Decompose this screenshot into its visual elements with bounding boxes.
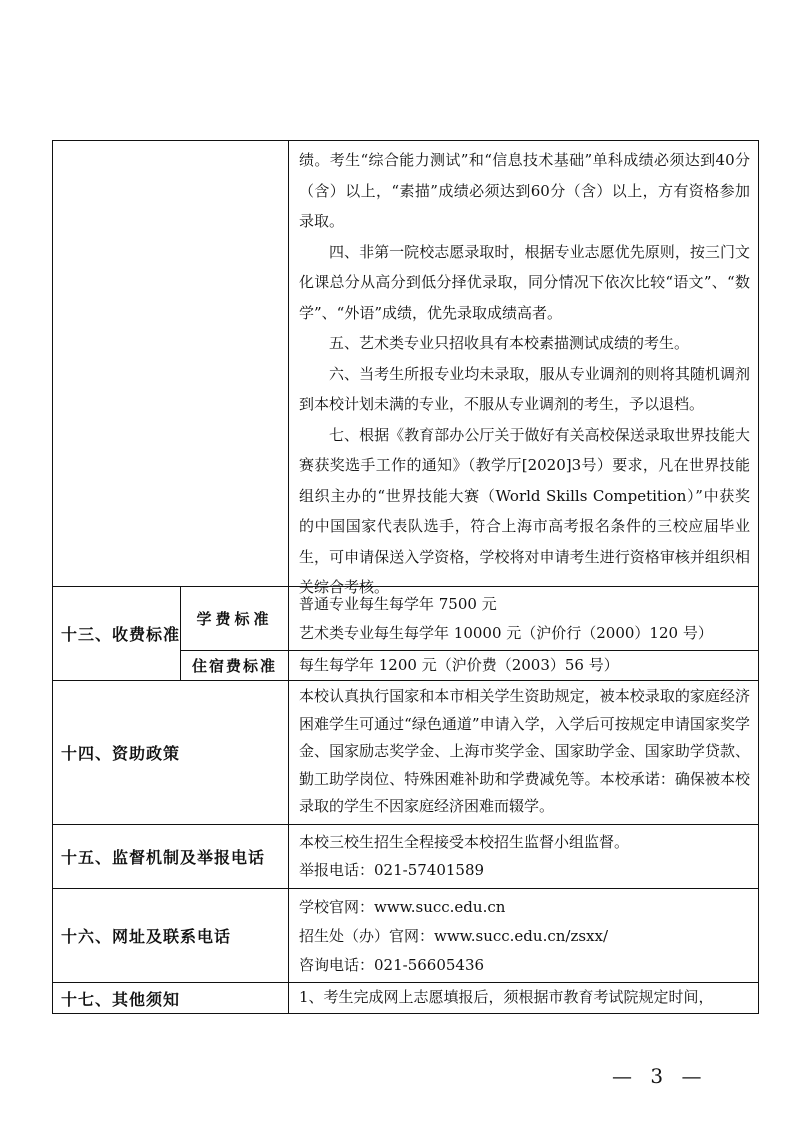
section-15-label: 十五、监督机制及举报电话 (53, 825, 289, 888)
paragraph: 本校认真执行国家和本市相关学生资助规定，被本校录取的家庭经济困难学生可通过“绿色通道”申请入学，入学后可按规定申请国家奖学金、国家励志奖学金、上海市奖学金、国家助学金、国家助学贷款、勤工助学岗位、特殊困难补助和学费减免等。本校承诺：确保被本校录取的学生不因家庭经济困难而辍学。 (299, 687, 750, 815)
tuition-content (289, 587, 758, 650)
text-line: 1、考生完成网上志愿填报后，须根据市教育考试院规定时间， (299, 988, 714, 1006)
paragraph: 六、当考生所报专业均未录取，服从专业调剂的则将其随机调剂到本校计划未满的专业，不服从专业调剂的考生，予以退档。 (299, 364, 750, 413)
section-14-label: 十四、资助政策 (53, 681, 289, 824)
empty-label-cell (53, 141, 289, 586)
paragraph: 七、根据《教育部办公厅关于做好有关高校保送录取世界技能大赛获奖选手工作的通知》（教学厅[2020]3号）要求，凡在世界技能组织主办的“世界技能大赛（World Skills Competition）”中获奖的中国国家代表队选手，符合上海市高考报名条件的三校应届毕业生，可申请保送入学资格，学校将对申请考生进行资格审核并组织相关综合考核。 (299, 425, 750, 596)
paragraph: 四、非第一院校志愿录取时，根据专业志愿优先原则，按三门文化课总分从高分到低分择优录取，同分情况下依次比较“语文”、“数学”、“外语”成绩，优先录取成绩高者。 (299, 242, 750, 322)
phone-line: 咨询电话：021-56605436 (299, 956, 485, 974)
row-section-13 (53, 587, 758, 681)
section-16-content (289, 889, 758, 982)
tuition-label: 学费标准 (181, 587, 289, 650)
row-section-14 (53, 681, 758, 825)
section-14-content (289, 681, 758, 824)
section-15-content (289, 825, 758, 888)
tuition-line: 普通专业每生每学年 7500 元 (299, 595, 497, 613)
row-section-12 (53, 141, 758, 596)
section-13-label: 十三、收费标准 (53, 587, 181, 680)
dorm-line: 每生每学年 1200 元（沪价费（2003）56 号） (299, 656, 619, 675)
tuition-line: 艺术类专业每生每学年 10000 元（沪价行（2000）120 号） (299, 624, 713, 642)
paragraph: 绩。考生“综合能力测试”和“信息技术基础”单科成绩必须达到40分（含）以上，“素描”成绩必须达到60分（含）以上，方有资格参加录取。 (299, 151, 750, 230)
text-line: 本校三校生招生全程接受本校招生监督小组监督。 (299, 833, 630, 851)
row-section-17 (53, 983, 758, 1013)
website-line: 招生处（办）官网：www.succ.edu.cn/zsxx/ (299, 927, 609, 945)
section-12-content (289, 141, 758, 596)
admission-table (52, 140, 759, 1014)
text-line: 举报电话：021-57401589 (299, 861, 485, 879)
section-16-label: 十六、网址及联系电话 (53, 889, 289, 982)
dorm-label: 住宿费标准 (181, 651, 289, 680)
fee-subgrid (181, 587, 758, 680)
row-section-15 (53, 825, 758, 889)
dorm-row (181, 651, 758, 680)
dorm-content (289, 651, 758, 680)
paragraph: 五、艺术类专业只招收具有本校素描测试成绩的考生。 (329, 334, 690, 352)
section-17-content (289, 983, 758, 1013)
row-section-16 (53, 889, 758, 983)
website-line: 学校官网：www.succ.edu.cn (299, 898, 506, 916)
page-number: — 3 — (612, 1064, 708, 1088)
tuition-row (181, 587, 758, 651)
section-17-label: 十七、其他须知 (53, 983, 289, 1013)
